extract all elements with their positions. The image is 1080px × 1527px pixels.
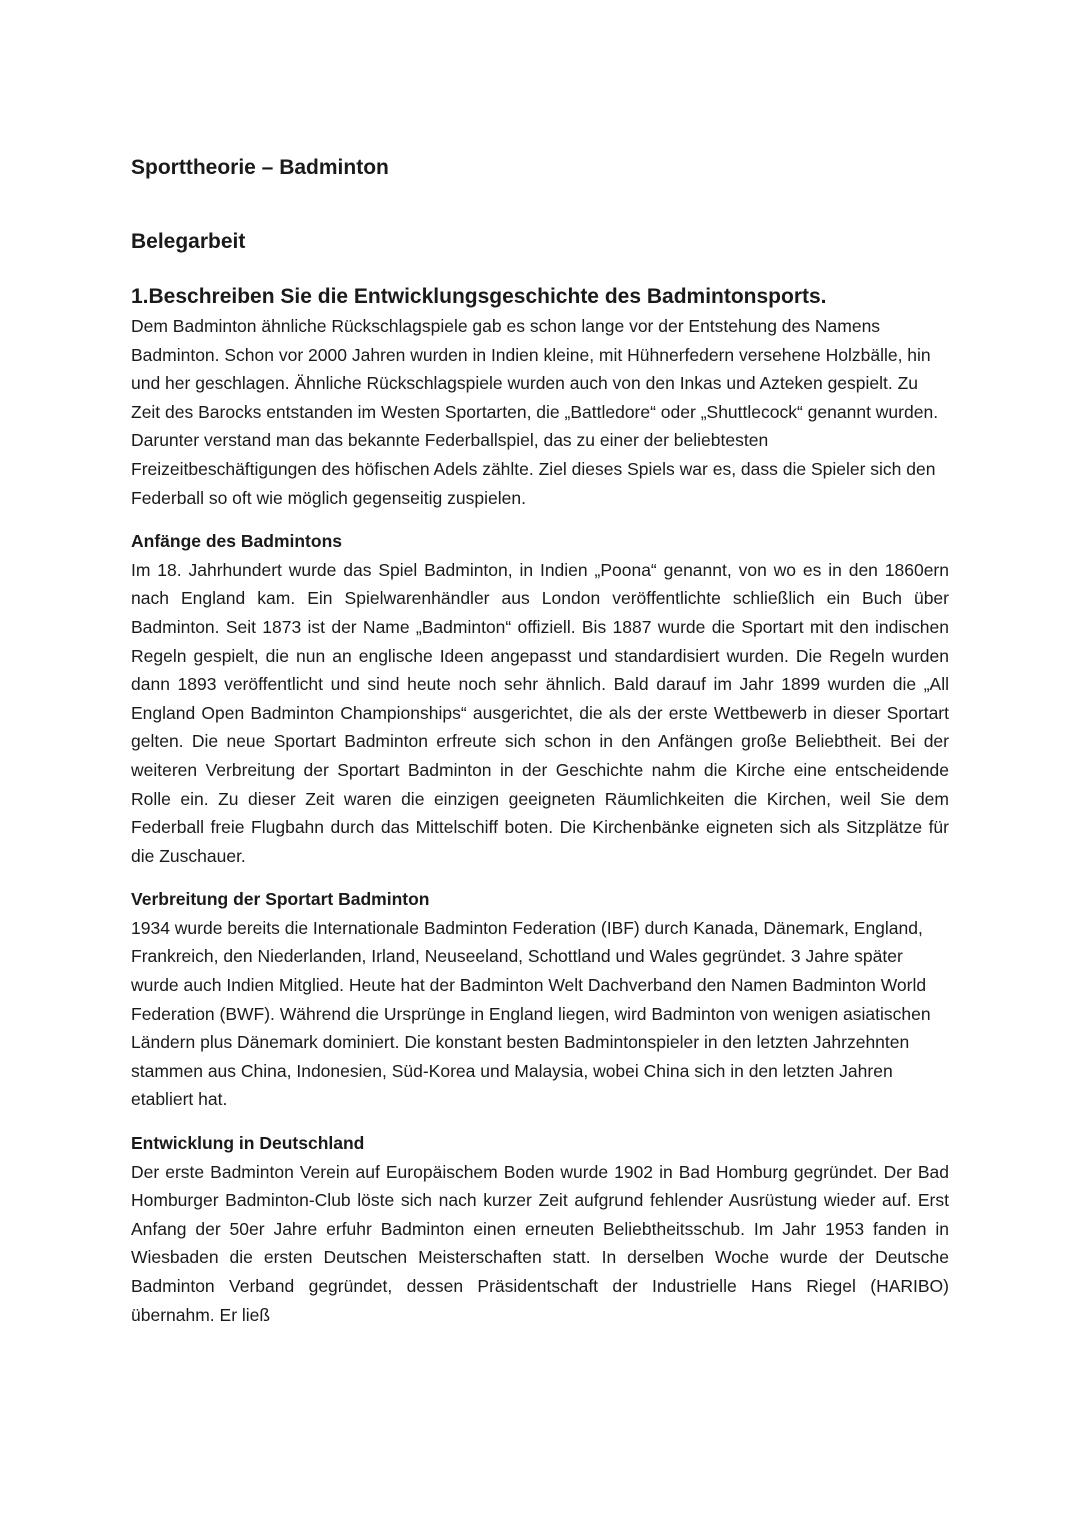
- section-heading: Anfänge des Badmintons: [131, 531, 342, 552]
- section-paragraph: Im 18. Jahrhundert wurde das Spiel Badminton, in Indien „Poona“ genannt, von wo es in den 1860ern nach England kam. Ein Spielwarenhändler aus London veröffentlichte schließlich ein Buch über Badminton. Seit 1873 ist der Name „Badminton“ offiziell. Bis 1887 wurde die Sportart mit den indischen Regeln gespielt, die nun an englische Ideen angepasst und standardisiert wurden. Die Regeln wurden dann 1893 veröffentlicht und sind heute noch sehr ähnlich. Bald darauf im Jahr 1899 wurden die „All England Open Badminton Championships“ ausgerichtet, die als der erste Wettbewerb in dieser Sportart gelten. Die neue Sportart Badminton erfreute sich schon in den Anfängen große Beliebtheit. Bei der weiteren Verbreitung der Sportart Badminton in der Geschichte nahm die Kirche eine entscheidende Rolle ein. Zu dieser Zeit waren die einzigen geeigneten Räumlichkeiten die Kirchen, weil Sie dem Federball freie Flugbahn durch das Mittelschiff boten. Die Kirchenbänke eigneten sich als Sitzplätze für die Zuschauer.: [131, 559, 949, 866]
- question-heading: 1.Beschreiben Sie die Entwicklungsgeschichte des Badmintonsports.: [131, 285, 827, 308]
- section-anfaenge: [131, 527, 949, 870]
- section-verbreitung: [131, 885, 949, 1114]
- document-page: [131, 150, 949, 1329]
- section-heading: Verbreitung der Sportart Badminton: [131, 889, 430, 910]
- intro-paragraph: Dem Badminton ähnliche Rückschlagspiele gab es schon lange vor der Entstehung des Namens Badminton. Schon vor 2000 Jahren wurden in Indien kleine, mit Hühnerfedern versehene Holzbälle, hin und her geschlagen. Ähnliche Rückschlagspiele wurden auch von den Inkas und Azteken gespielt. Zu Zeit des Barocks entstanden im Westen Sportarten, die „Battledore“ oder „Shuttlecock“ genannt wurden. Darunter verstand man das bekannte Federballspiel, das zu einer der beliebtesten Freizeitbeschäftigungen des höfischen Adels zählte. Ziel dieses Spiels war es, dass die Spieler sich den Federball so oft wie möglich gegenseitig zuspielen.: [131, 316, 939, 508]
- section-paragraph: Der erste Badminton Verein auf Europäischem Boden wurde 1902 in Bad Homburg gegründet. Der Bad Homburger Badminton-Club löste sich nach kurzer Zeit aufgrund fehlender Ausrüstung wieder auf. Erst Anfang der 50er Jahre erfuhr Badminton einen erneuten Beliebtheitsschub. Im Jahr 1953 fanden in Wiesbaden die ersten Deutschen Meisterschaften statt. In derselben Woche wurde der Deutsche Badminton Verband gegründet, dessen Präsidentschaft der Industrielle Hans Riegel (HARIBO) übernahm. Er ließ: [131, 1161, 949, 1325]
- section-paragraph: 1934 wurde bereits die Internationale Badminton Federation (IBF) durch Kanada, Dänemark, England, Frankreich, den Niederlanden, Irland, Neuseeland, Schottland und Wales gegründet. 3 Jahre später wurde auch Indien Mitglied. Heute hat der Badminton Welt Dachverband den Namen Badminton World Federation (BWF). Während die Ursprünge in England liegen, wird Badminton von wenigen asiatischen Ländern plus Dänemark dominiert. Die konstant besten Badmintonspieler in den letzten Jahrzehnten stammen aus China, Indonesien, Süd-Korea und Malaysia, wobei China sich in den letzten Jahren etabliert hat.: [131, 917, 931, 1110]
- document-subtitle: Belegarbeit: [131, 230, 246, 253]
- document-title: Sporttheorie – Badminton: [131, 156, 389, 179]
- section-heading: Entwicklung in Deutschland: [131, 1133, 365, 1154]
- section-deutschland: [131, 1129, 949, 1329]
